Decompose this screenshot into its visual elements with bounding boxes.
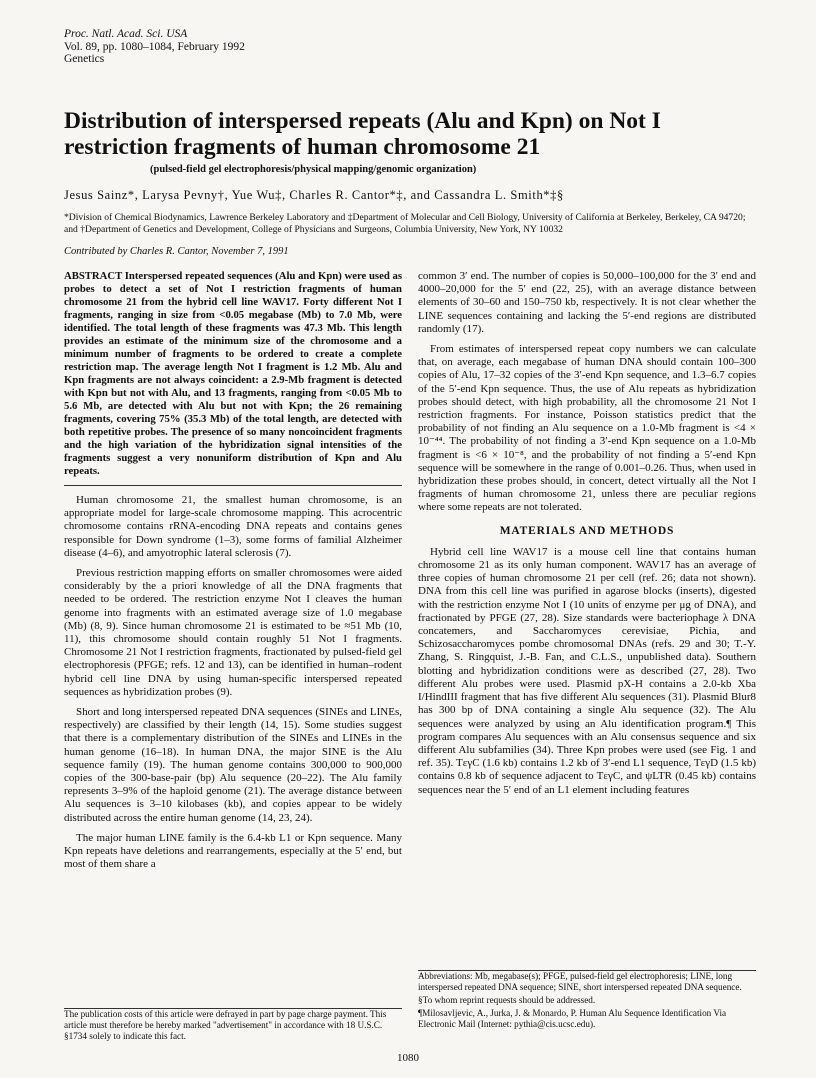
body-paragraph: Human chromosome 21, the smallest human chromosome, is an appropriate model for large-scale chromosome mapping. This acrocentric chromosome contains rRNA-encoding DNA repeats and contains genes responsible for Down syndrome (1–3), some forms of familial Alzheimer disease (4–6), and amyotrophic lateral sclerosis (7). [64,494,402,559]
right-column [418,270,756,804]
body-paragraph: The major human LINE family is the 6.4-kb L1 or Kpn sequence. Many Kpn repeats have deletions and rearrangements, especially at the 5′ end, but most of them share a [64,831,402,871]
methods-heading: MATERIALS AND METHODS [499,524,675,537]
page-number: 1080 [397,1052,419,1064]
affiliations: *Division of Chemical Biodynamics, Lawrence Berkeley Laboratory and ‡Department of Molecular and Cell Biology, University of California at Berkeley, Berkeley, CA 94720; and †Department of Genetics and Development, College of Physicians and Surgeons, Columbia University, New York, NY 10032 [64,212,746,235]
journal-header [64,28,245,66]
article-title: Distribution of interspersed repeats (Alu and Kpn) on Not I restriction fragments of human chromosome 21 [64,108,661,160]
journal-section: Genetics [64,53,105,65]
footnote-reprint: §To whom reprint requests should be addressed. [418,995,596,1005]
journal-issue: Vol. 89, pp. 1080–1084, February 1992 [64,40,245,53]
body-paragraph: From estimates of interspersed repeat copy numbers we can calculate that, on average, each megabase of human DNA should contain 100–300 copies of Alu, 17–32 copies of the 3′-end Kpn sequence, and 1.3–6.7 copies of the 5′-end Kpn sequence. Thus, the use of Alu repeats as hybridization probes should detect, with high probability, all the chromosome 21 Not I restriction fragments. For instance, Poisson statistics predict that the probability of not finding an Alu sequence on a 1.0-Mb fragment is <4 × 10⁻⁴⁴. The probability of not finding a 3′-end Kpn sequence on a 1.0-Mb fragment is <6 × 10⁻⁸, and the probability of not finding a 5′-end Kpn sequence will be somewhere in the range of 0.001–0.26. Thus, when used in hybridization these probes should, in concert, detect virtually all the Not I fragments of human chromosome 21, unless there are peculiar regions where some repeats are not tolerated. [418,343,756,514]
abstract: ABSTRACT Interspersed repeated sequences (Alu and Kpn) were used as probes to detect a set of Not I restriction fragments of human chromosome 21 from the hybrid cell line WAV17. Forty different Not I fragments, ranging in size from <0.05 megabase (Mb) to 7.0 Mb, were identified. The total length of these fragments was 47.3 Mb. This length provides an estimate of the minimum size of the chromosome and a minimum number of fragments to be ordered to create a complete restriction map. The average length Not I fragment is 1.2 Mb. Alu and Kpn fragments are not always coincident: a 2.9-Mb fragment is detected with Kpn but not with Alu, and 13 fragments, ranging from <0.05 Mb to 5.6 Mb, are detected with Alu but not with Kpn; the 26 remaining fragments, covering 75% (35.3 Mb) of the total length, are detected with both repetitive probes. The presence of so many noncoincident fragments and the high variation of the hybridization signal intensities of the fragments suggest a very nonuniform distribution of Kpn and Alu repeats. [64,270,402,477]
abstract-divider [64,485,402,486]
publication-footnote [64,1008,402,1044]
body-paragraph: common 3′ end. The number of copies is 50,000–100,000 for the 3′ end and 4000–20,000 for the 5′ end (22, 25), with an average distance between elements of 30–60 and 150–750 kb, respectively. It is not clear whether the LINE sequences containing and lacking the 5′-end regions are distributed randomly (17). [418,270,756,335]
footnote-alu-program: ¶Milosavljevic, A., Jurka, J. & Monardo, P. Human Alu Sequence Identification Via Electronic Mail (Internet: pythia@cis.ucsc.edu). [418,1008,727,1029]
body-paragraph: Previous restriction mapping efforts on smaller chromosomes were aided considerably by the a priori knowledge of all the DNA fragments that needed to be ordered. The restriction enzyme Not I cleaves the human genome into fragments with an estimated average size of 1.0 megabase (Mb) (8, 9). Since human chromosome 21 is estimated to be ≈51 Mb (10, 11), this chromosome should contain roughly 51 Not I fragments. Chromosome 21 Not I restriction fragments, fractionated by pulsed-field gel electrophoresis (PFGE; refs. 12 and 13), can be identified in human–rodent hybrid cell line DNA by using human-specific interspersed repeated sequences as hybridization probes (9). [64,567,402,698]
footnote-text: The publication costs of this article were defrayed in part by page charge payment. This article must therefore be hereby marked "advertisement" in accordance with 18 U.S.C. §1734 solely to indicate this fact. [64,1009,387,1041]
authors: Jesus Sainz*, Larysa Pevny†, Yue Wu‡, Charles R. Cantor*‡, and Cassandra L. Smith*‡§ [64,188,564,202]
methods-paragraph: Hybrid cell line WAV17 is a mouse cell line that contains human chromosome 21 as its only human component. WAV17 has an average of three copies of human chromosome 21 per cell (ref. 26; data not shown). DNA from this cell line was purified in agarose blocks (inserts), digested with the restriction enzyme Not I (10 units of enzyme per μg of DNA), and fractionated by PFGE (27, 28). Size standards were bacteriophage λ DNA concatemers, and Saccharomyces cerevisiae, Pichia, and Schizosaccharomyces pombe chromosomal DNAs (refs. 29 and 30; T.-Y. Zhang, S. Ringquist, J.-B. Fan, and C.L.S., unpublished data). Southern blotting and hybridization conditions were as described (27, 28). Two different Alu probes were used. Plasmid pX-H contains a 2.0-kb Xba I/HindIII fragment that has five different Alu sequences (31). Plasmid Blur8 has 300 bp of DNA containing a single Alu sequence (32). The Alu sequences were analyzed by using an Alu identification program.¶ This program compares Alu sequences with an Alu consensus sequence and six different Alu subfamilies (34). Three Kpn probes were used (see Fig. 1 and ref. 35). TεγC (1.6 kb) contains 1.2 kb of 3′-end L1 sequence, TεγD (1.5 kb) contains 0.8 kb of sequence adjacent to TεγC, and ψLTR (0.45 kb) contains sequences near the 5′ end of an L1 element including features [418,545,756,796]
contributed-by: Contributed by Charles R. Cantor, November 7, 1991 [64,246,289,257]
footnote-abbreviations: Abbreviations: Mb, megabase(s); PFGE, pulsed-field gel electrophoresis; LINE, long interspersed repeated DNA sequence; SINE, short interspersed repeated DNA sequence. [418,971,742,992]
right-footnotes [418,970,756,1032]
body-paragraph: Short and long interspersed repeated DNA sequences (SINEs and LINEs, respectively) are classified by their length (14, 15). Some studies suggest that there is a complementary distribution of the SINEs and LINEs in the human genome (16–18). In human DNA, the major SINE is the Alu sequence family (19). The human genome contains 300,000 to 900,000 copies of the 300-base-pair (bp) Alu sequence (20–22). The Alu family represents 3–9% of the haploid genome (21). The average distance between Alu sequences is 3–10 kilobases (kb), and copies appear to be widely distributed across the entire human genome (14, 23, 24). [64,706,402,824]
keywords: (pulsed-field gel electrophoresis/physical mapping/genomic organization) [150,164,477,175]
left-column [64,270,402,878]
journal-name: Proc. Natl. Acad. Sci. USA [64,28,188,40]
